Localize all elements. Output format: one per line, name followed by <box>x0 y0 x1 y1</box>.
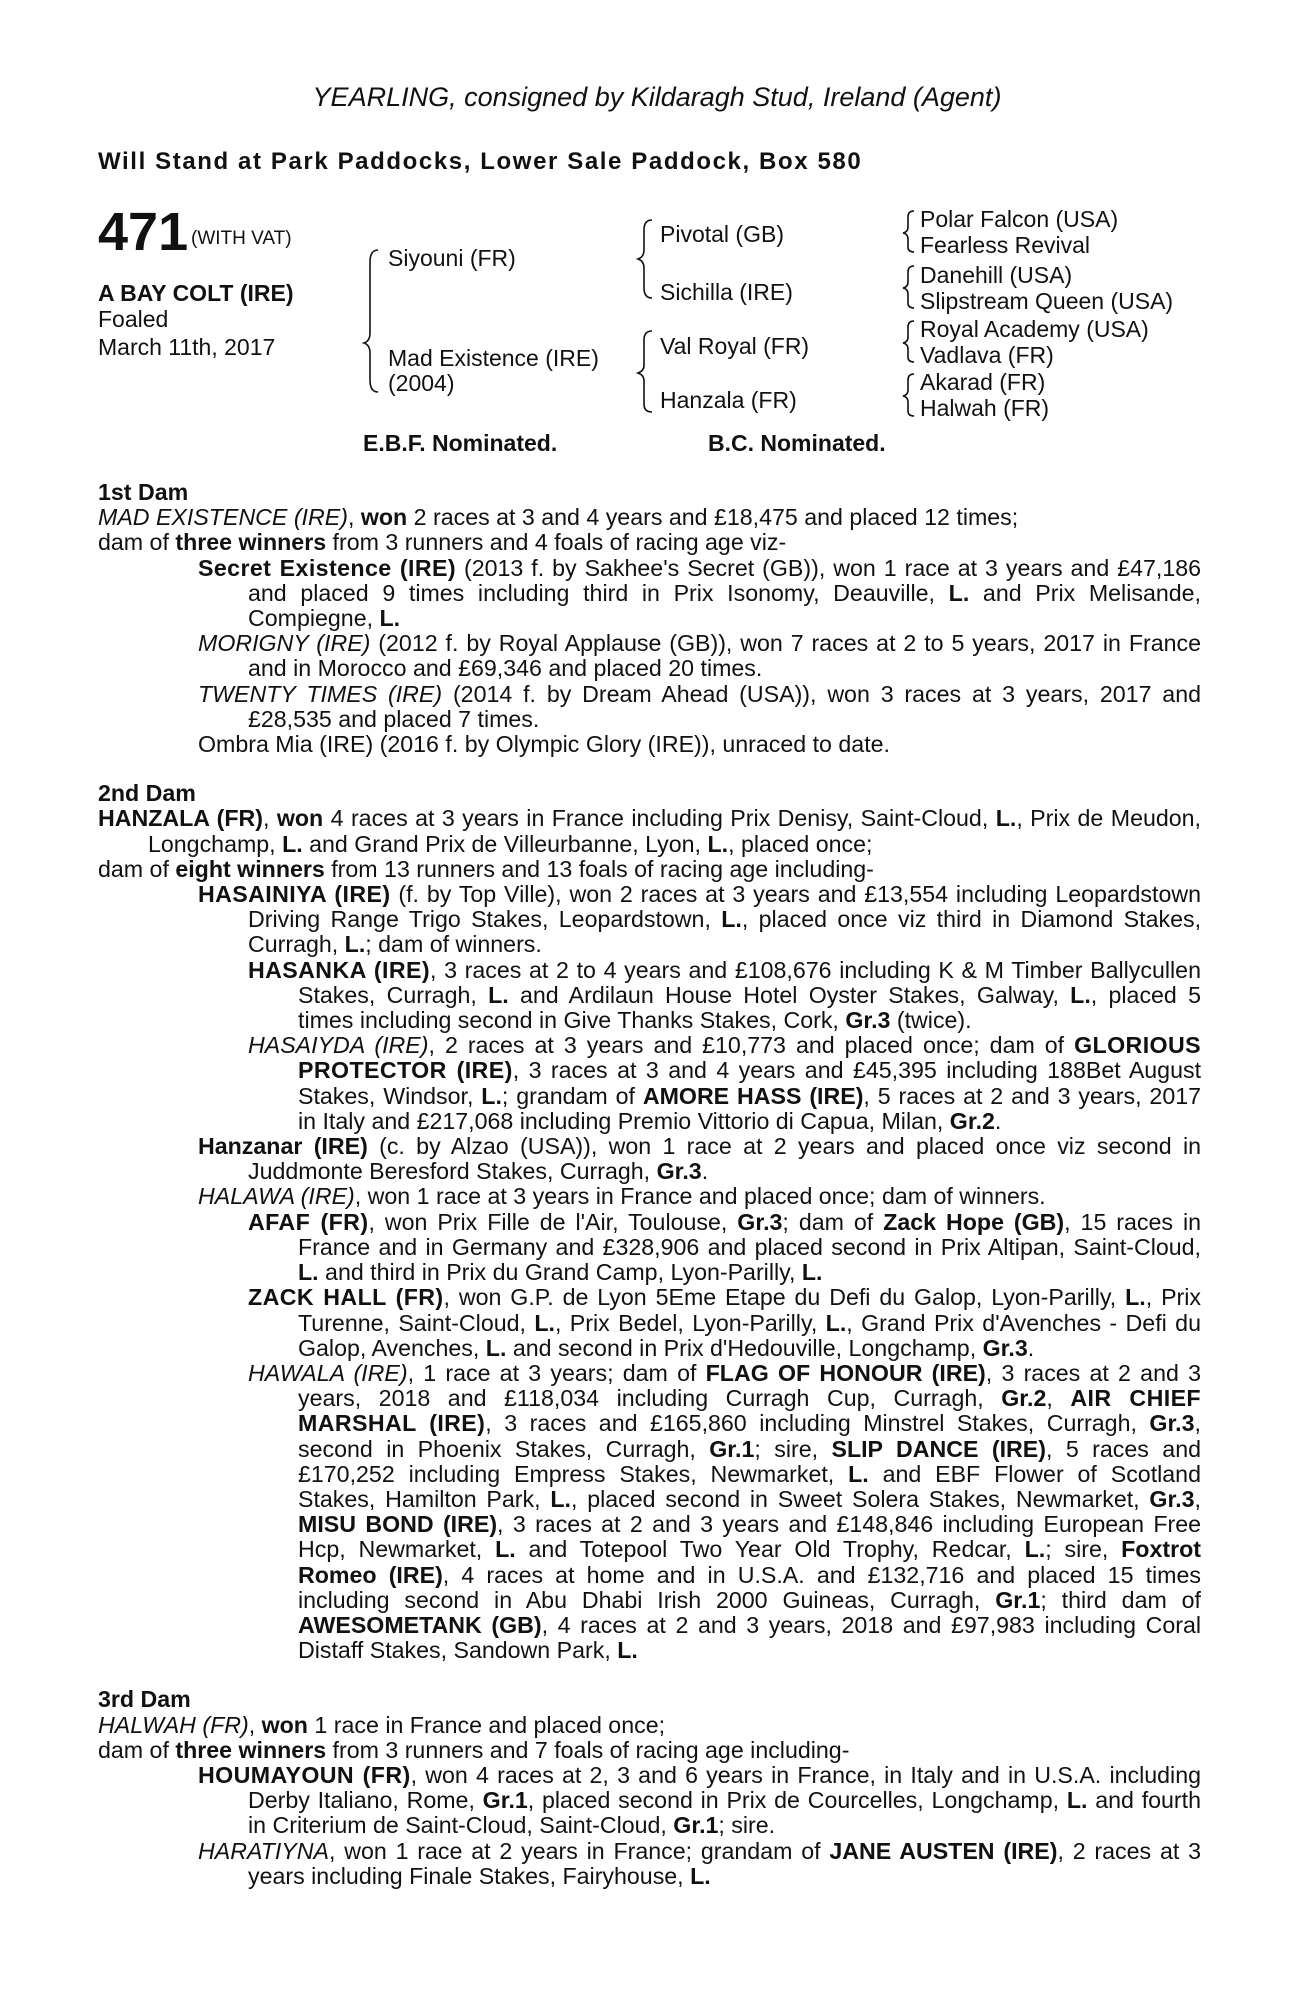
bracket-gen2-bottom <box>638 331 652 412</box>
bracket-gen3-1 <box>903 211 914 252</box>
produce-haratiyna: HARATIYNA, won 1 race at 2 years in France; grandam of JANE AUSTEN (IRE), 2 races at 3 years including Finale Stakes, Fairyhouse, L. <box>198 1837 1201 1889</box>
consignor-line: YEARLING, consigned by Kildaragh Stud, Ireland (Agent) <box>312 82 1002 112</box>
dam: Mad Existence (IRE) <box>388 345 599 371</box>
ss-dam: Fearless Revival <box>920 232 1090 258</box>
produce-hasaiyda: HASAIYDA (IRE), 2 races at 3 years and £10,773 and placed once; dam of GLORIOUS PROTECTOR (IRE), 3 races at 3 and 4 years and £45,395 including 188Bet August Stakes, Windsor, L.; grandam of AMORE HASS (IRE), 5 races at 2 and 3 years, 2017 in Italy and £217,068 including Premio Vittorio di Capua, Milan, Gr.2. <box>248 1032 1202 1134</box>
produce-houmayoun: HOUMAYOUN (FR), won 4 races at 2, 3 and 6 years in France, in Italy and in U.S.A. including Derby Italiano, Rome, Gr.1, placed second in Prix de Courcelles, Longchamp, L. and fourth in Criterium de Saint-Cloud, Saint-Cloud, Gr.1; sire. <box>198 1761 1201 1839</box>
produce-zack-hall: ZACK HALL (FR), won G.P. de Lyon 5Eme Etape du Defi du Galop, Lyon-Parilly, L., Prix Turenne, Saint-Cloud, L., Prix Bedel, Lyon-Parilly, L., Grand Prix d'Avenches - Defi du Galop, Avenches, L. and second in Prix d'Hedouville, Longchamp, Gr.3. <box>248 1284 1201 1361</box>
third-dam-name: HALWAH (FR) <box>98 1711 249 1738</box>
ss-sire: Polar Falcon (USA) <box>920 206 1119 232</box>
third-dam-produce: dam of three winners from 3 runners and 7 foals of racing age including- <box>98 1736 850 1763</box>
pedigree-notes <box>98 480 1201 1889</box>
third-dam-heading: 3rd Dam <box>98 1686 191 1713</box>
produce-afaf: AFAF (FR), won Prix Fille de l'Air, Toulouse, Gr.3; dam of Zack Hope (GB), 15 races in France and in Germany and £328,906 and placed second in Prix Altipan, Saint-Cloud, L. and third in Prix du Grand Camp, Lyon-Parilly, L. <box>248 1208 1202 1286</box>
produce-secret-existence: Secret Existence (IRE) (2013 f. by Sakhee's Secret (GB)), won 1 race at 3 years and £47,186 and placed 9 times including third in Prix Isonomy, Deauville, L. and Prix Melisande, Compiegne, L. <box>198 554 1202 632</box>
dam-year: (2004) <box>388 370 455 396</box>
first-dam-name: MAD EXISTENCE (IRE) <box>98 504 348 531</box>
bracket-gen3-3 <box>903 321 914 362</box>
produce-halawa: HALAWA (IRE), won 1 race at 3 years in France and placed once; dam of winners. <box>198 1183 1046 1210</box>
second-dam-produce: dam of eight winners from 13 runners and 13 foals of racing age including- <box>98 855 874 882</box>
bc-nominated: B.C. Nominated. <box>708 430 886 456</box>
dd-dam: Halwah (FR) <box>920 395 1050 421</box>
bracket-gen1 <box>364 250 378 392</box>
ebf-nominated: E.B.F. Nominated. <box>363 430 558 456</box>
stable-location: Will Stand at Park Paddocks, Lower Sale Paddock, Box 580 <box>98 148 863 175</box>
produce-hasainiya: HASAINIYA (IRE) (f. by Top Ville), won 2 races at 3 years and £13,554 including Leopardstown Driving Range Trigo Stakes, Leopardstown, L., placed once viz third in Diamond Stakes, Curragh, L.; dam of winners. <box>198 881 1202 958</box>
third-dam-record: HALWAH (FR), won 1 race in France and placed once; <box>98 1711 666 1738</box>
dam-dam: Hanzala (FR) <box>660 387 797 413</box>
second-dam-record: HANZALA (FR), won 4 races at 3 years in France including Prix Denisy, Saint-Cloud, L., Prix de Meudon, Longchamp, L. and Grand Prix de Villeurbanne, Lyon, L., placed once; <box>98 805 1201 857</box>
foaled-label: Foaled <box>98 306 169 332</box>
produce-twenty-times: TWENTY TIMES (IRE) (2014 f. by Dream Ahead (USA)), won 3 races at 3 years, 2017 and £28,535 and placed 7 times. <box>198 680 1201 732</box>
dd-sire: Akarad (FR) <box>920 369 1046 395</box>
foaled-value: March 11th, 2017 <box>98 334 276 360</box>
second-dam-heading: 2nd Dam <box>98 780 196 807</box>
produce-morigny: MORIGNY (IRE) (2012 f. by Royal Applause (GB)), won 7 races at 2 to 5 years, 2017 in France and in Morocco and £69,346 and placed 20 times. <box>198 630 1202 682</box>
first-dam-record: MAD EXISTENCE (IRE), won 2 races at 3 and 4 years and £18,475 and placed 12 times; <box>98 504 1019 531</box>
produce-hanzanar: Hanzanar (IRE) (c. by Alzao (USA)), won 1 race at 2 years and placed once viz second in Juddmonte Beresford Stakes, Curragh, Gr.3. <box>198 1133 1201 1185</box>
sire-dam: Sichilla (IRE) <box>660 279 793 305</box>
second-dam-name: HANZALA (FR) <box>98 805 263 832</box>
ds-dam: Vadlava (FR) <box>920 342 1054 368</box>
produce-hasanka: HASANKA (IRE), 3 races at 2 to 4 years and £108,676 including K & M Timber Ballycullen Stakes, Curragh, L. and Ardilaun House Hotel Oyster Stakes, Galway, L., placed 5 times including second in Give Thanks Stakes, Cork, Gr.3 (twice). <box>248 956 1201 1034</box>
first-dam-heading: 1st Dam <box>98 479 189 505</box>
produce-hawala: HAWALA (IRE), 1 race at 3 years; dam of FLAG OF HONOUR (IRE), 3 races at 2 and 3 years, 2018 and £118,034 including Curragh Cup, Curragh, Gr.2, AIR CHIEF MARSHAL (IRE), 3 races and £165,860 including Minstrel Stakes, Curragh, Gr.3, second in Phoenix Stakes, Curragh, Gr.1; sire, SLIP DANCE (IRE), 5 races and £170,252 including Empress Stakes, Newmarket, L. and EBF Flower of Scotland Stakes, Hamilton Park, L., placed second in Sweet Solera Stakes, Newmarket, Gr.3, MISU BOND (IRE), 3 races at 2 and 3 years and £148,846 including European Free Hcp, Newmarket, L. and Totepool Two Year Old Trophy, Redcar, L.; sire, Foxtrot Romeo (IRE), 4 races at home and in U.S.A. and £132,716 and placed 15 times including second in Abu Dhabi Irish 2000 Guineas, Curragh, Gr.1; third dam of AWESOMETANK (GB), 4 races at 2 and 3 years, 2018 and £97,983 including Coral Distaff Stakes, Sandown Park, L. <box>248 1359 1201 1664</box>
sire: Siyouni (FR) <box>388 245 516 271</box>
lot-number: 471 <box>98 202 189 262</box>
sd-dam: Slipstream Queen (USA) <box>920 288 1174 314</box>
bracket-gen2-top <box>638 220 652 298</box>
vat-note: (WITH VAT) <box>191 228 292 249</box>
ds-sire: Royal Academy (USA) <box>920 316 1149 342</box>
horse-name: A BAY COLT (IRE) <box>98 280 294 306</box>
produce-ombra-mia: Ombra Mia (IRE) (2016 f. by Olympic Glory (IRE)), unraced to date. <box>198 731 890 758</box>
sire-sire: Pivotal (GB) <box>660 221 784 247</box>
pedigree-brackets <box>0 0 1314 470</box>
dam-sire: Val Royal (FR) <box>660 333 810 359</box>
sd-sire: Danehill (USA) <box>920 262 1073 288</box>
bracket-gen3-2 <box>903 266 914 308</box>
first-dam-produce: dam of three winners from 3 runners and 4 foals of racing age viz- <box>98 529 787 556</box>
bracket-gen3-4 <box>903 374 914 416</box>
